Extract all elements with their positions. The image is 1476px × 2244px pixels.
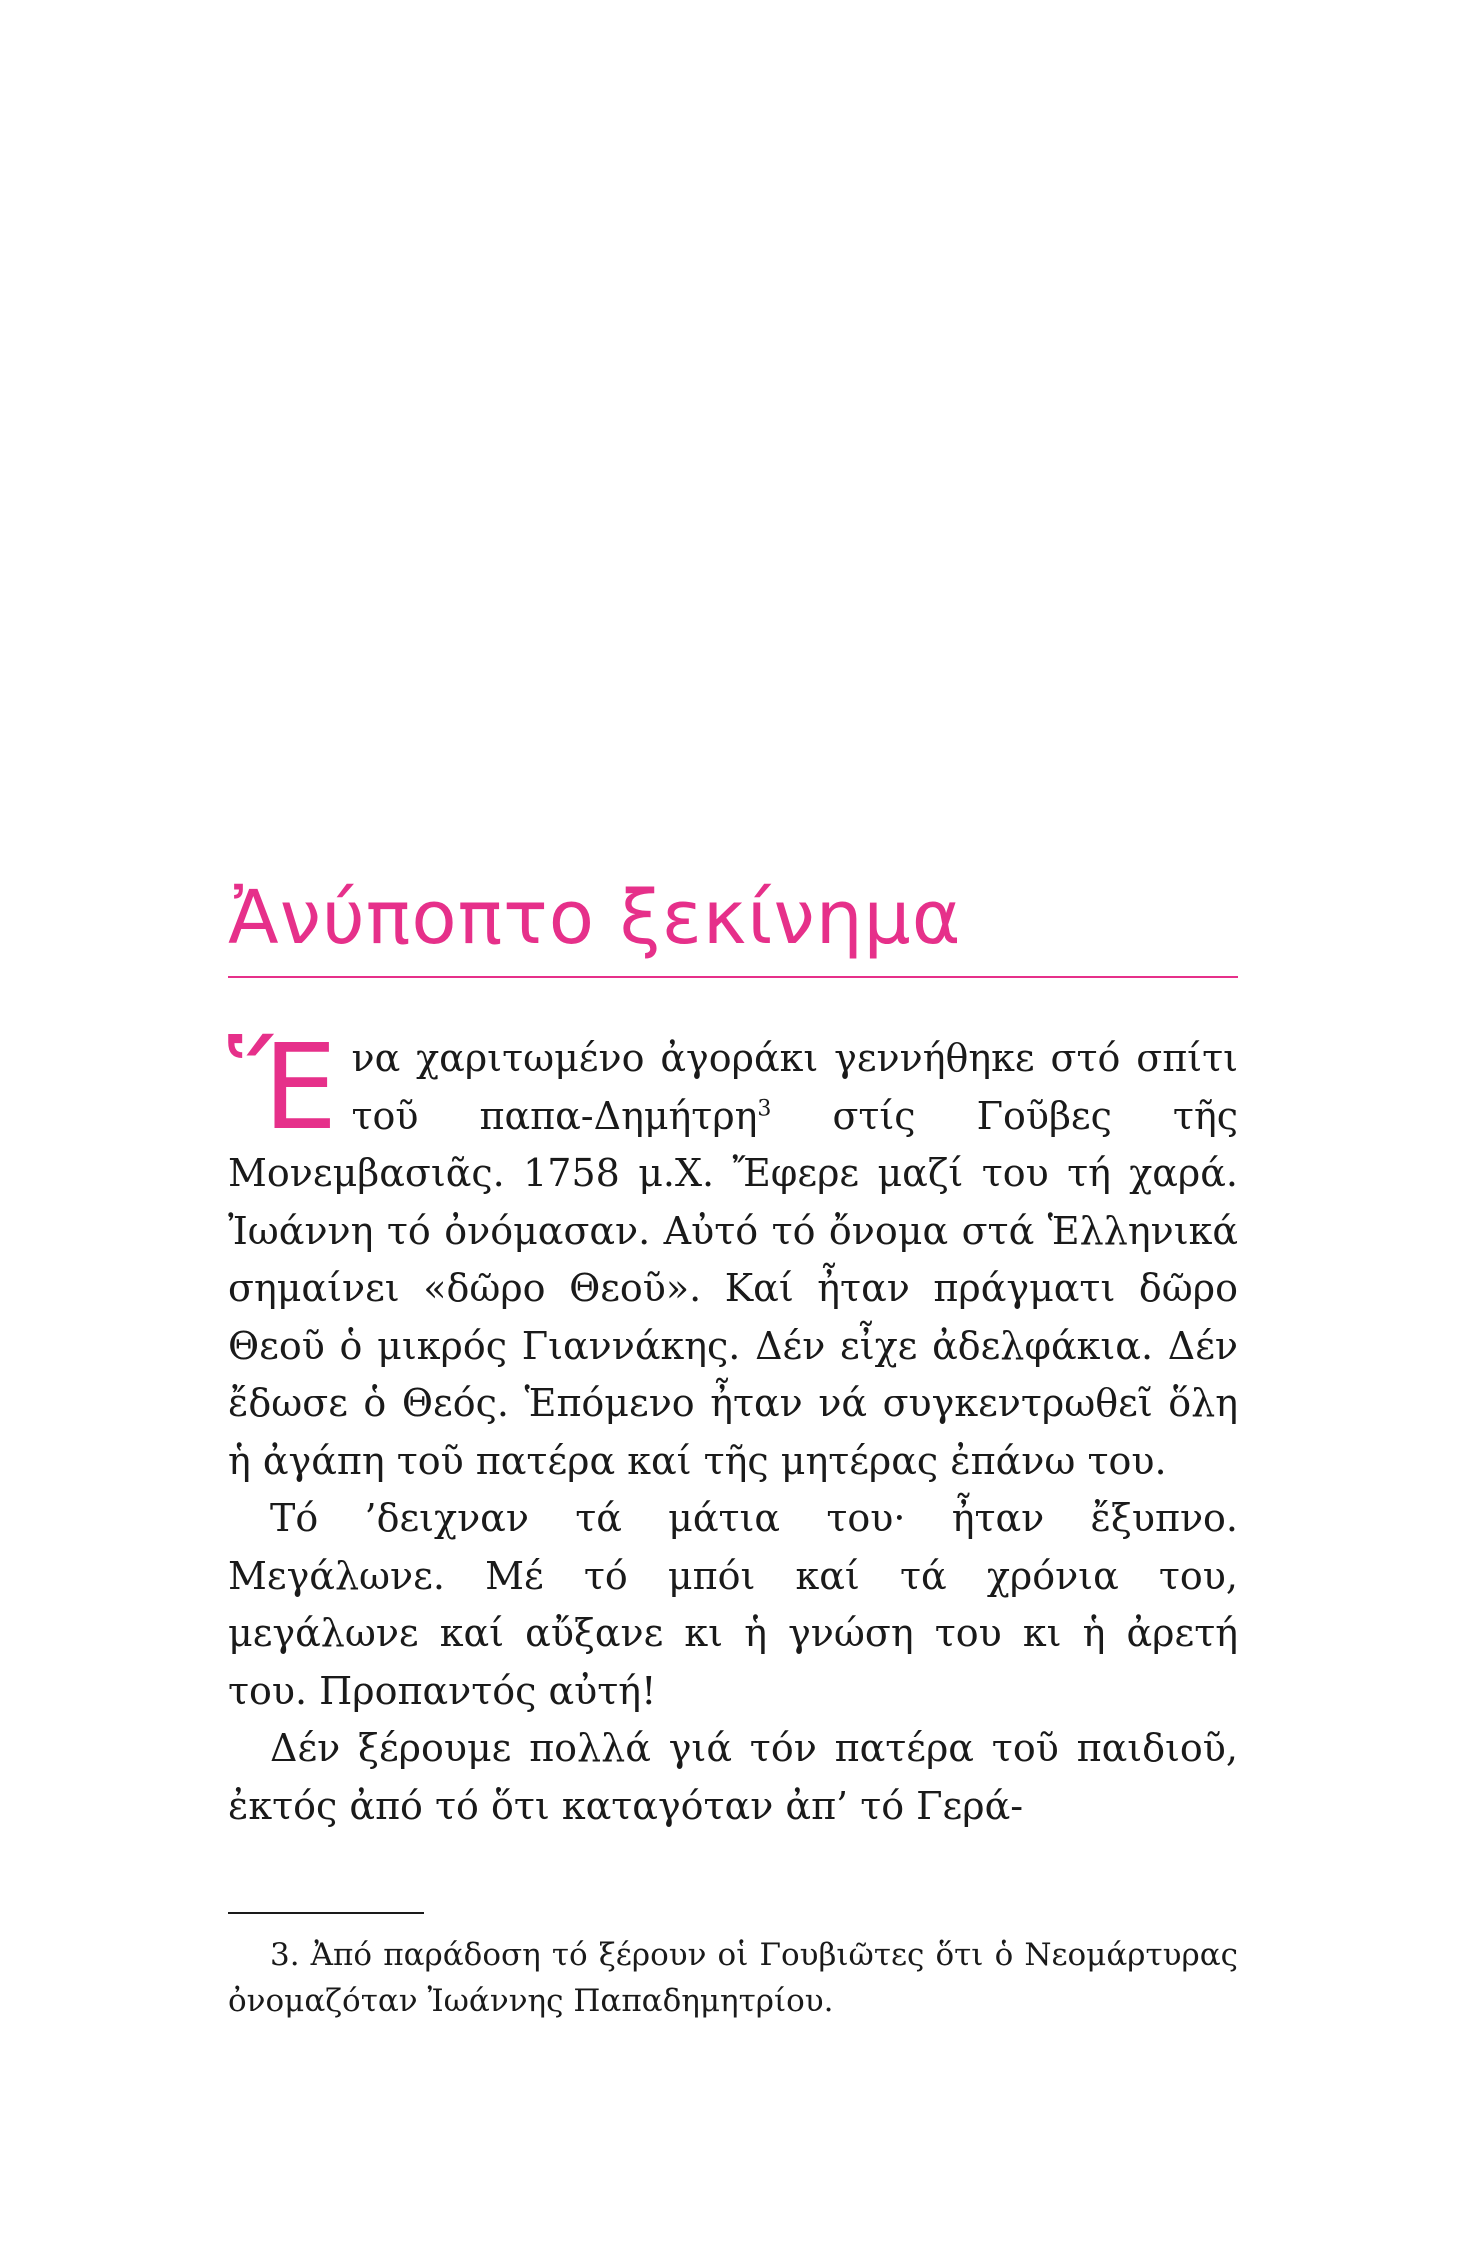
drop-cap: Ἕ <box>228 1018 338 1156</box>
chapter-title: Ἀνύποπτο ξεκίνημα <box>228 875 962 961</box>
footnote-divider <box>228 1912 424 1914</box>
paragraph-1 <box>228 1018 1238 1490</box>
paragraph-1-text-a: να χαριτωμένο ἀγοράκι γεννήθηκε στό σπίτι τοῦ παπα-Δημήτρη <box>351 1036 1238 1138</box>
paragraph-1-text-b: στίς Γοῦβες τῆς Μονεμβασιᾶς. 1758 μ.Χ. Ἔφερε μαζί του τή χαρά. Ἰωάννη τό ὀνόμασαν. Αὐτό τό ὄνομα στά Ἑλληνικά σημαίνει «δῶρο Θεοῦ». Καί ἦταν πράγματι δῶρο Θεοῦ ὁ μικρός Γιαννάκης. Δέν εἶχε ἀδελφάκια. Δέν ἔδωσε ὁ Θεός. Ἑπόμενο ἦταν νά συγκεντρωθεῖ ὅλη ἡ ἀγάπη τοῦ πατέρα καί τῆς μητέρας ἐπάνω του. <box>228 1093 1238 1483</box>
paragraph-3: Δέν ξέρουμε πολλά γιά τόν πατέρα τοῦ παιδιοῦ, ἐκτός ἀπό τό ὅτι καταγόταν ἀπ’ τό Γερά- <box>228 1726 1238 1828</box>
footnote-reference[interactable]: 3 <box>757 1095 772 1121</box>
title-divider <box>228 976 1238 978</box>
paragraph-2: Τό ’δειχναν τά μάτια του· ἦταν ἔξυπνο. Μεγάλωνε. Μέ τό μπόι καί τά χρόνια του, μεγάλωνε καί αὔξανε κι ἡ γνώση του κι ἡ ἀρετή του. Προπαντός αὐτή! <box>228 1496 1238 1713</box>
footnote-text: 3. Ἀπό παράδοση τό ξέρουν οἱ Γουβιῶτες ὅτι ὁ Νεομάρτυρας ὀνομαζόταν Ἰωάννης Παπαδημητρίου. <box>228 1937 1238 2019</box>
body-text <box>228 1018 1238 1835</box>
